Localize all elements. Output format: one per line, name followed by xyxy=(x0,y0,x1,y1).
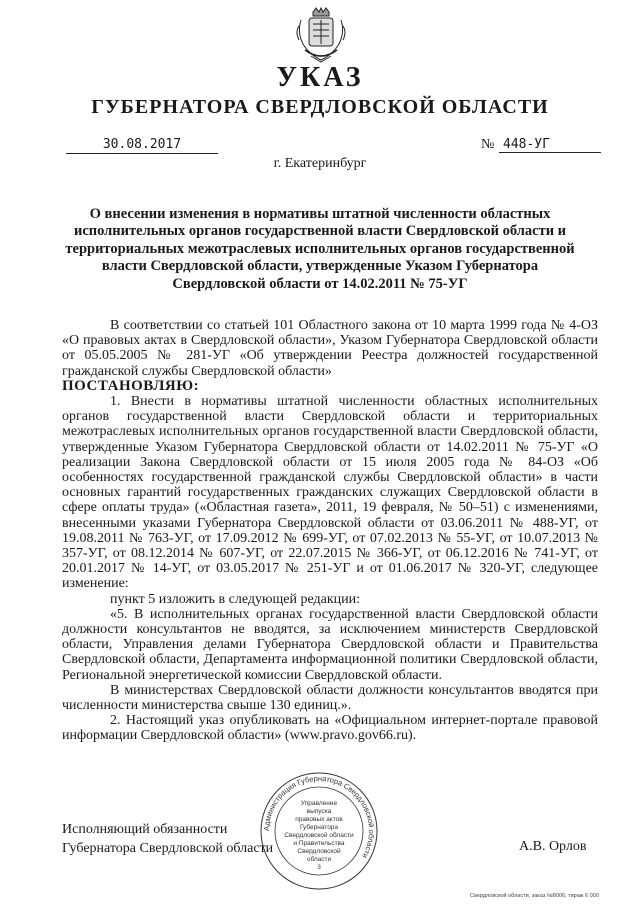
document-title: УКАЗ xyxy=(276,62,364,93)
city: г. Екатеринбург xyxy=(273,156,367,171)
document-subtitle: ГУБЕРНАТОРА СВЕРДЛОВСКОЙ ОБЛАСТИ xyxy=(91,96,549,118)
stamp-line: Свердловской xyxy=(297,848,341,855)
stamp-ring-text: Администрация Губернатора Свердловской области xyxy=(261,773,377,860)
paragraph-item-5-text: «5. В исполнительных органах государственной власти Свердловской области должности консультантов не вводятся, за исключением министерств Свердловской области, Управления делами Губернатора Свердловской области и Правительства Свердловской области, Департамента информационной политики Свердловской области, Региональной энергетической комиссии Свердловской области. xyxy=(62,606,598,683)
official-stamp xyxy=(258,770,380,892)
stamp-line: выпуска xyxy=(306,808,332,815)
coat-of-arms-icon xyxy=(293,6,349,64)
stamp-line: Губернатора xyxy=(299,824,339,831)
print-footnote: Свердловской области, заказ №8006, тираж 6 000 xyxy=(470,893,599,899)
paragraph-decree: ПОСТАНОВЛЯЮ: xyxy=(62,377,200,394)
number-value: 448-УГ xyxy=(499,137,601,153)
paragraph-item-1: 1. Внести в нормативы штатной численности областных исполнительных органов государственной власти Свердловской области и территориальных межотраслевых исполнительных органов государственной власти Свердловской области, утвержденные Указом Губернатора Свердловской области от 14.02.2011 № 75-УГ «О реализации Закона Свердловской области от 15 июля 2005 года № 84-ОЗ «Об особенностях государственной гражданской службы Свердловской области» в части основных гарантий государственных гражданских служащих Свердловской области в сфере оплаты труда» («Областная газета», 2011, 19 февраля, № 50–51) с изменениями, внесенными указами Губернатора Свердловской области от 03.06.2011 № 488-УГ, от 19.08.2011 № 763-УГ, от 17.09.2012 № 699-УГ, от 07.02.2013 № 55-УГ, от 10.07.2013 № 357-УГ, от 08.12.2014 № 607-УГ, от 22.07.2015 № 366-УГ, от 06.12.2016 № 741-УГ, от 20.01.2017 № 14-УГ, от 03.05.2017 № 251-УГ и от 01.06.2017 № 320-УГ, следующее изменение: xyxy=(62,394,598,592)
signature-position xyxy=(62,820,273,858)
number-sign: № xyxy=(481,137,495,152)
stamp-line: Свердловской области xyxy=(284,832,354,839)
paragraph-item-2: 2. Настоящий указ опубликовать на «Официальном интернет-портале правовой информации Свердловской области» (www.pravo.gov66.ru). xyxy=(62,713,598,744)
document-heading: О внесении изменения в нормативы штатной численности областных исполнительных органов государственной власти Свердловской области и территориальных межотраслевых исполнительных органов государственной власти Свердловской области, утвержденные Указом Губернатора Свердловской области от 14.02.2011 № 75-УГ xyxy=(65,206,575,292)
stamp-line: Управление xyxy=(300,800,338,807)
signature-name: А.В. Орлов xyxy=(519,839,587,854)
paragraph-item-5-continuation: В министерствах Свердловской области должности консультантов вводятся при численности министерства свыше 130 единиц.». xyxy=(62,682,598,714)
paragraph-preamble: В соответствии со статьей 101 Областного закона от 10 марта 1999 года № 4-ОЗ «О правовых актах в Свердловской области», Указом Губернатора Свердловской области от 05.05.2005 № 281-УГ «Об утверждении Реестра должностей государственной гражданской службы Свердловской области» xyxy=(62,318,598,379)
signature-position-line1: Исполняющий обязанности xyxy=(62,822,228,837)
document-date: 30.08.2017 xyxy=(66,137,218,154)
stamp-line: области xyxy=(306,856,332,863)
paragraph-item-5-intro: пункт 5 изложить в следующей редакции: xyxy=(110,591,360,607)
stamp-number: 3 xyxy=(317,864,321,871)
stamp-line: и Правительства xyxy=(293,840,345,847)
signature-position-line2: Губернатора Свердловской области xyxy=(62,841,274,856)
document-body xyxy=(62,318,598,744)
stamp-line: правовых актов xyxy=(295,816,343,823)
